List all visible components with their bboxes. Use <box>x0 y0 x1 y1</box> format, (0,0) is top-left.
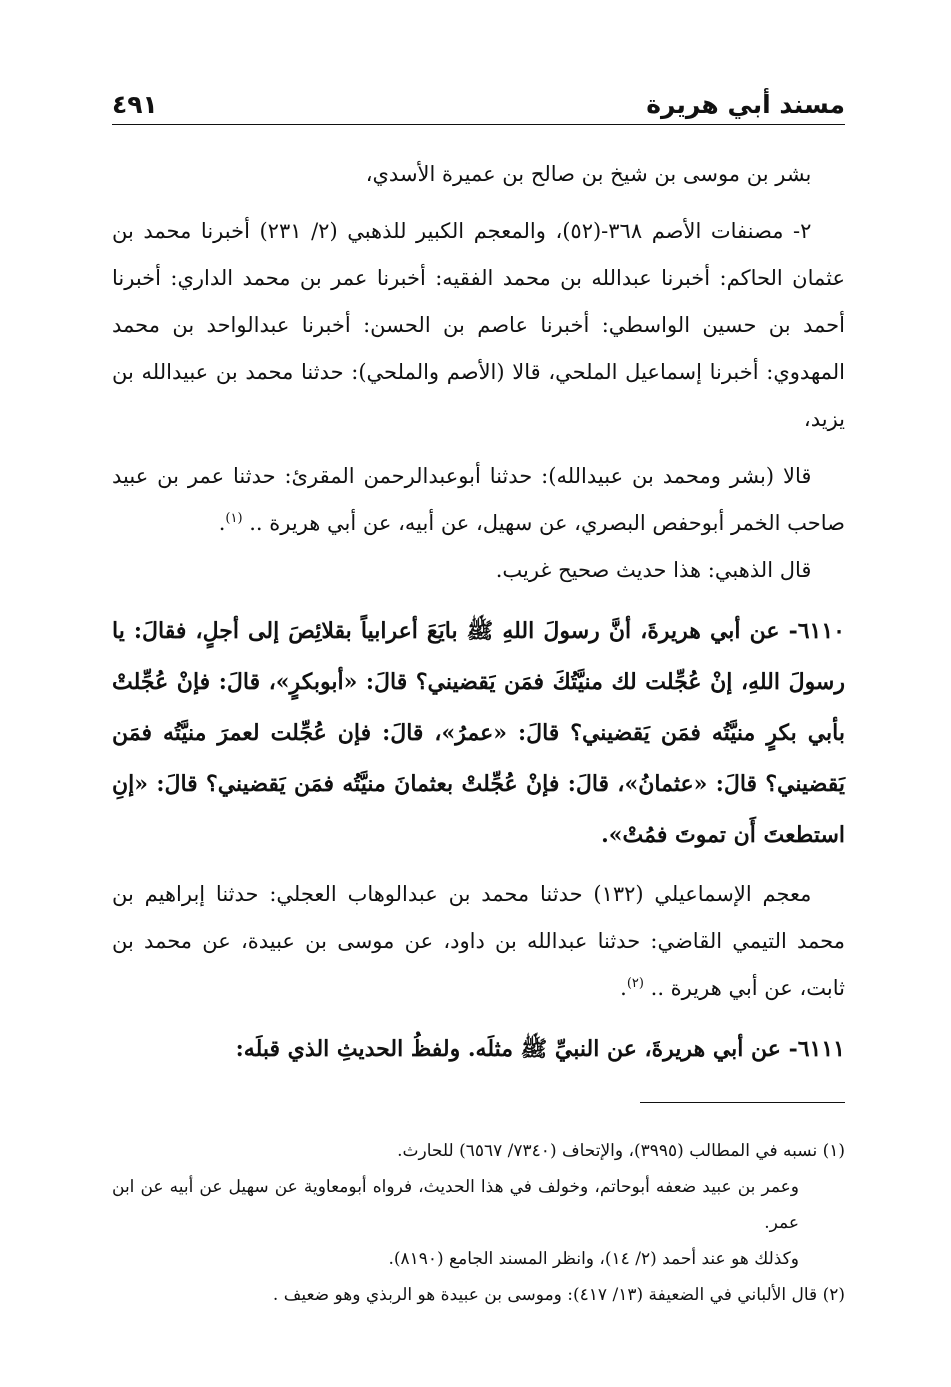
ismaili-text: معجم الإسماعيلي (١٣٢) حدثنا محمد بن عبدالوهاب العجلي: حدثنا إبراهيم بن محمد التيمي القاضي: حدثنا عبدالله بن داود، عن موسى بن عبيدة، عن محمد بن ثابت، عن أبي هريرة .. <box>112 882 845 1000</box>
paragraph-chain-end: بشر بن موسى بن شيخ بن صالح بن عميرة الأسدي، <box>365 162 812 186</box>
running-title: مسند أبي هريرة <box>646 90 845 119</box>
footnote-ref-1: (١) <box>225 511 243 526</box>
footnote-1-line-3: وكذلك هو عند أحمد (٢/ ١٤)، وانظر المسند الجامع (٨١٩٠). <box>388 1249 799 1269</box>
footnotes <box>112 1133 845 1313</box>
page-body <box>112 151 845 1075</box>
footnote-separator <box>640 1102 845 1103</box>
footnote-ref-2: (٢) <box>626 976 644 991</box>
footnote-1-line-1: (١) نسبه في المطالب (٣٩٩٥)، والإتحاف (٧٣٤٠/ ٦٥٦٧) للحارث. <box>397 1141 845 1161</box>
paragraph-narration: قالا (بشر ومحمد بن عبيدالله): حدثنا أبوعبدالرحمن المقرئ: حدثنا عمر بن عبيد صاحب الخمر أبوحفص البصري، عن سهيل، عن أبيه، عن أبي هريرة .. $^{(١)}$. <box>112 464 845 535</box>
hadith-6111: ٦١١١- عن أبي هريرةَ، عن النبيِّ ﷺ مثلَه. ولفظُ الحديثِ الذي قبلَه: <box>235 1036 845 1062</box>
paragraph-sources: ٢- مصنفات الأصم ٣٦٨-(٥٢)، والمعجم الكبير للذهبي (٢/ ٢٣١) أخبرنا محمد بن عثمان الحاكم: أخبرنا عبدالله بن محمد الفقيه: أخبرنا عمر بن محمد الداري: أخبرنا أحمد بن حسين الواسطي: أخبرنا عاصم بن الحسن: أخبرنا عبدالواحد بن محمد المهدوي: أخبرنا إسماعيل الملحي، قالا (الأصم والملحي): حدثنا محمد بن عبيدالله بن يزيد، <box>112 219 845 431</box>
paragraph-dhahabi-verdict: قال الذهبي: هذا حديث صحيح غريب. <box>495 558 812 582</box>
paragraph-ismaili: معجم الإسماعيلي (١٣٢) حدثنا محمد بن عبدالوهاب العجلي: حدثنا إبراهيم بن محمد التيمي القاضي: حدثنا عبدالله بن داود، عن موسى بن عبيدة، عن محمد بن ثابت، عن أبي هريرة .. $^{(٢)}$. <box>112 882 845 1000</box>
page-header <box>112 88 845 125</box>
narration-text: قالا (بشر ومحمد بن عبيدالله): حدثنا أبوعبدالرحمن المقرئ: حدثنا عمر بن عبيد صاحب الخمر أبوحفص البصري، عن سهيل، عن أبيه، عن أبي هريرة .. <box>112 464 845 535</box>
page-number: ٤٩١ <box>112 90 158 119</box>
hadith-6110: ٦١١٠- عن أبي هريرةَ، أنَّ رسولَ اللهِ ﷺ بايَعَ أعرابياً بقلائِصَ إلى أجلٍ، فقالَ: يا رسولَ اللهِ، إنْ عُجِّلت لك منيَّتُكَ فمَن يَقضيني؟ قالَ: «أبوبكرٍ»، قالَ: فإنْ عُجِّلتْ بأبي بكرٍ منيَّتُه فمَن يَقضيني؟ قالَ: «عمرُ»، قالَ: فإن عُجِّلت لعمرَ منيَّتُه فمَن يَقضيني؟ قالَ: «عثمانُ»، قالَ: فإنْ عُجِّلتْ بعثمانَ منيَّتُه فمَن يَقضيني؟ قالَ: «إنِ استطعتَ أَن تموتَ فمُتْ». <box>112 618 845 848</box>
footnote-2: (٢) قال الألباني في الضعيفة (١٣/ ٤١٧): وموسى بن عبيدة هو الربذي وهو ضعيف . <box>272 1285 845 1305</box>
footnote-1-line-2: وعمر بن عبيد ضعفه أبوحاتم، وخولف في هذا الحديث، فرواه أبومعاوية عن سهيل عن أبيه عن ابن عمر. <box>112 1177 799 1233</box>
